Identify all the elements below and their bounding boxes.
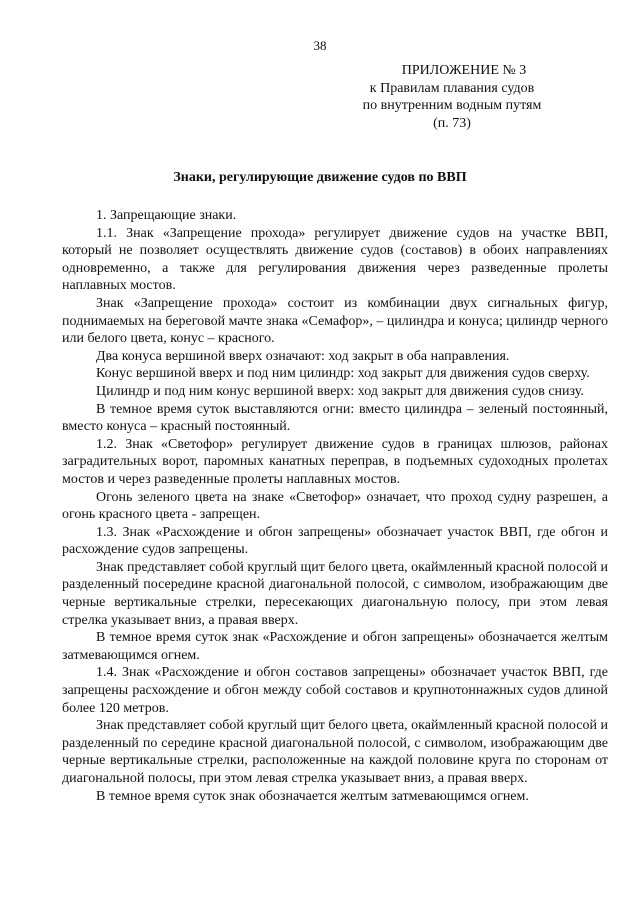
paragraph: В темное время суток выставляются огни: вместо цилиндра – зеленый постоянный, вместо конуса – красный постоянный. xyxy=(62,401,608,435)
paragraph: Знак «Запрещение прохода» состоит из комбинации двух сигнальных фигур, поднимаемых на береговой мачте знака «Семафор», – цилиндра и конуса; цилиндр черного или белого цвета, конус – красного. xyxy=(62,295,608,347)
paragraph: В темное время суток знак «Расхождение и обгон запрещены» обозначается желтым затмевающимся огнем. xyxy=(62,630,608,663)
paragraph: Два конуса вершиной вверх означают: ход закрыт в оба направления. xyxy=(96,348,510,364)
paragraph: В темное время суток знак обозначается желтым затмевающимся огнем. xyxy=(96,788,529,804)
document-body xyxy=(62,207,608,805)
paragraph: 1.3. Знак «Расхождение и обгон запрещены» обозначает участок ВВП, где обгон и расхождение судов запрещены. xyxy=(62,524,608,558)
document-title: Знаки, регулирующие движение судов по ВВП xyxy=(173,170,467,185)
paragraph: Конус вершиной вверх и под ним цилиндр: ход закрыт для движения судов сверху. xyxy=(96,366,590,382)
paragraph: 1.4. Знак «Расхождение и обгон составов запрещены» обозначает участок ВВП, где запрещены расхождение и обгон между собой составов и крупнотоннажных судов длиной более 120 метров. xyxy=(62,665,608,716)
page-number: 38 xyxy=(313,38,327,53)
paragraph: Знак представляет собой круглый щит белого цвета, окаймленный красной полосой и разделенный по середине красной диагональной полосой, с символом, изображающим две черные вертикальные стрелки, расположенные на каждой половине круга по сторонам от диагональной полосы, при этом левая стрелка указывает вниз, а правая вверх. xyxy=(62,718,608,786)
appendix-waterways-line: по внутренним водным путям xyxy=(362,98,542,113)
paragraph-section-heading: 1. Запрещающие знаки. xyxy=(96,208,237,223)
paragraph: Цилиндр и под ним конус вершиной вверх: ход закрыт для движения судов снизу. xyxy=(96,383,584,399)
paragraph: 1.2. Знак «Светофор» регулирует движение судов в границах шлюзов, районах заградительных ворот, паромных канатных переправ, в подъемных судоходных пролетах мостов и через разведенные пролеты наплавных мостов. xyxy=(62,436,608,487)
paragraph: Огонь зеленого цвета на знаке «Светофор» означает, что проход судну разрешен, а огонь красного цвета - запрещен. xyxy=(62,489,608,523)
appendix-rules-line: к Правилам плавания судов xyxy=(369,80,535,96)
appendix-header xyxy=(322,62,582,132)
paragraph: Знак представляет собой круглый щит белого цвета, окаймленный красной полосой и разделенный посередине красной диагональной полосой, с символом, изображающим две черные вертикальные стрелки, пересекающих диагональную полосу, при этом левая стрелка указывает вниз, а правая вверх. xyxy=(62,559,608,628)
appendix-number: ПРИЛОЖЕНИЕ № 3 xyxy=(401,63,527,78)
paragraph: 1.1. Знак «Запрещение прохода» регулирует движение судов на участке ВВП, который не позволяет осуществлять движение судов (составов) в обоих направлениях одновременно, а также для регулирования движения через разведенные пролеты наплавных мостов. xyxy=(62,225,608,294)
appendix-clause-ref: (п. 73) xyxy=(433,115,471,131)
